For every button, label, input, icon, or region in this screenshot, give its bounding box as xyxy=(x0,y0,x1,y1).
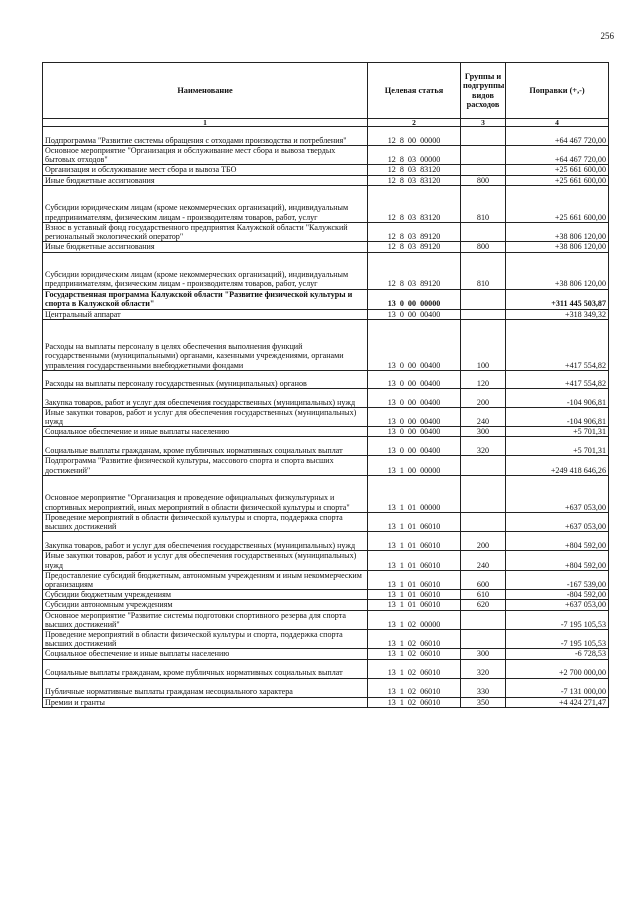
row-amendment-amount: +64 467 720,00 xyxy=(506,146,609,165)
row-target-code: 13 0 00 00400 xyxy=(368,309,461,319)
row-name: Основное мероприятие "Организация и проведение официальных физкультурных и спортивных мероприятий, иных мероприятий в области физической культуры и спорта" xyxy=(43,475,368,512)
column-number: 4 xyxy=(506,119,609,127)
row-name: Субсидии автономным учреждениям xyxy=(43,600,368,610)
row-amendment-amount: +417 554,82 xyxy=(506,319,609,370)
column-number: 3 xyxy=(461,119,506,127)
row-name: Иные закупки товаров, работ и услуг для обеспечения государственных (муниципальных) нужд xyxy=(43,407,368,426)
table-row xyxy=(43,475,609,512)
row-name: Подпрограмма "Развитие системы обращения с отходами производства и потребления" xyxy=(43,127,368,146)
row-expense-group: 800 xyxy=(461,175,506,185)
column-header-name: Наименование xyxy=(43,63,368,119)
row-name: Государственная программа Калужской области "Развитие физической культуры и спорта в Калужской области" xyxy=(43,289,368,309)
row-target-code: 13 1 01 06010 xyxy=(368,570,461,589)
row-expense-group xyxy=(461,127,506,146)
row-name: Публичные нормативные выплаты гражданам несоциального характера xyxy=(43,678,368,697)
row-expense-group: 810 xyxy=(461,252,506,289)
row-target-code: 13 1 02 06010 xyxy=(368,630,461,649)
row-target-code: 13 1 02 06010 xyxy=(368,697,461,707)
row-target-code: 12 8 03 83120 xyxy=(368,165,461,175)
row-name: Предоставление субсидий бюджетным, автономным учреждениям и иным некоммерческим организациям xyxy=(43,570,368,589)
row-target-code: 13 1 02 06010 xyxy=(368,649,461,659)
table-row xyxy=(43,222,609,241)
row-expense-group: 320 xyxy=(461,437,506,456)
row-name: Иные бюджетные ассигнования xyxy=(43,175,368,185)
row-target-code: 12 8 03 89120 xyxy=(368,242,461,252)
row-expense-group xyxy=(461,475,506,512)
row-amendment-amount: +2 700 000,00 xyxy=(506,659,609,678)
table-row xyxy=(43,630,609,649)
row-target-code: 12 8 03 83120 xyxy=(368,175,461,185)
row-expense-group: 320 xyxy=(461,659,506,678)
row-expense-group: 200 xyxy=(461,388,506,407)
table-row xyxy=(43,456,609,475)
table-row xyxy=(43,185,609,222)
table-row xyxy=(43,437,609,456)
row-expense-group xyxy=(461,165,506,175)
table-row xyxy=(43,659,609,678)
row-amendment-amount: +25 661 600,00 xyxy=(506,185,609,222)
row-name: Субсидии юридическим лицам (кроме некоммерческих организаций), индивидуальным предпринимателям, физическим лицам - производителям товаров, работ, услуг xyxy=(43,252,368,289)
table-row xyxy=(43,146,609,165)
row-name: Основное мероприятие "Организация и обслуживание мест сбора и вывоза твердых бытовых отходов" xyxy=(43,146,368,165)
row-target-code: 13 1 02 00000 xyxy=(368,610,461,629)
row-expense-group: 200 xyxy=(461,532,506,551)
table-row xyxy=(43,252,609,289)
table-row xyxy=(43,127,609,146)
row-expense-group: 620 xyxy=(461,600,506,610)
table-row xyxy=(43,678,609,697)
row-expense-group: 300 xyxy=(461,427,506,437)
table-row xyxy=(43,512,609,531)
row-target-code: 12 8 03 83120 xyxy=(368,185,461,222)
row-name: Иные закупки товаров, работ и услуг для обеспечения государственных (муниципальных) нужд xyxy=(43,551,368,570)
row-expense-group xyxy=(461,146,506,165)
row-target-code: 12 8 03 00000 xyxy=(368,146,461,165)
table-row xyxy=(43,570,609,589)
row-target-code: 13 1 01 06010 xyxy=(368,512,461,531)
row-target-code: 13 0 00 00400 xyxy=(368,370,461,388)
row-amendment-amount: +417 554,82 xyxy=(506,370,609,388)
row-amendment-amount: +25 661 600,00 xyxy=(506,175,609,185)
row-amendment-amount: +5 701,31 xyxy=(506,427,609,437)
row-amendment-amount: -7 195 105,53 xyxy=(506,610,609,629)
row-amendment-amount: +637 053,00 xyxy=(506,512,609,531)
row-target-code: 13 1 01 06010 xyxy=(368,590,461,600)
table-row xyxy=(43,649,609,659)
row-name: Закупка товаров, работ и услуг для обеспечения государственных (муниципальных) нужд xyxy=(43,388,368,407)
row-target-code: 13 1 01 06010 xyxy=(368,551,461,570)
table-row xyxy=(43,697,609,707)
column-header-groups: Группы и подгруппы видов расходов xyxy=(461,63,506,119)
page-number: 256 xyxy=(600,31,614,41)
row-target-code: 13 1 02 06010 xyxy=(368,678,461,697)
table-row xyxy=(43,532,609,551)
table-row xyxy=(43,289,609,309)
table-row xyxy=(43,175,609,185)
row-amendment-amount: +637 053,00 xyxy=(506,475,609,512)
row-name: Премии и гранты xyxy=(43,697,368,707)
column-header-target: Целевая статья xyxy=(368,63,461,119)
table-row xyxy=(43,388,609,407)
row-target-code: 13 0 00 00400 xyxy=(368,427,461,437)
row-name: Социальные выплаты гражданам, кроме публичных нормативных социальных выплат xyxy=(43,659,368,678)
row-expense-group: 610 xyxy=(461,590,506,600)
row-target-code: 13 0 00 00400 xyxy=(368,407,461,426)
row-amendment-amount: +5 701,31 xyxy=(506,437,609,456)
row-target-code: 13 1 02 06010 xyxy=(368,659,461,678)
column-number: 1 xyxy=(43,119,368,127)
row-expense-group xyxy=(461,456,506,475)
row-name: Иные бюджетные ассигнования xyxy=(43,242,368,252)
row-target-code: 13 1 01 00000 xyxy=(368,475,461,512)
row-name: Субсидии юридическим лицам (кроме некоммерческих организаций), индивидуальным предпринимателям, физическим лицам - производителям товаров, работ, услуг xyxy=(43,185,368,222)
row-target-code: 12 8 03 89120 xyxy=(368,252,461,289)
row-expense-group: 240 xyxy=(461,407,506,426)
row-expense-group xyxy=(461,512,506,531)
table-row xyxy=(43,309,609,319)
row-amendment-amount: +804 592,00 xyxy=(506,551,609,570)
row-name: Закупка товаров, работ и услуг для обеспечения государственных (муниципальных) нужд xyxy=(43,532,368,551)
row-expense-group xyxy=(461,630,506,649)
row-amendment-amount: +637 053,00 xyxy=(506,600,609,610)
row-target-code: 13 0 00 00400 xyxy=(368,319,461,370)
row-name: Центральный аппарат xyxy=(43,309,368,319)
column-number: 2 xyxy=(368,119,461,127)
row-amendment-amount: -104 906,81 xyxy=(506,388,609,407)
row-name: Социальное обеспечение и иные выплаты населению xyxy=(43,427,368,437)
row-target-code: 13 1 01 06010 xyxy=(368,600,461,610)
row-amendment-amount: -7 131 000,00 xyxy=(506,678,609,697)
table-row xyxy=(43,407,609,426)
row-expense-group: 240 xyxy=(461,551,506,570)
row-name: Социальное обеспечение и иные выплаты населению xyxy=(43,649,368,659)
row-amendment-amount: -167 539,00 xyxy=(506,570,609,589)
table-row xyxy=(43,165,609,175)
row-name: Субсидии бюджетным учреждениям xyxy=(43,590,368,600)
table-row xyxy=(43,427,609,437)
table-row xyxy=(43,610,609,629)
table-body xyxy=(43,127,609,708)
row-target-code: 12 8 00 00000 xyxy=(368,127,461,146)
row-name: Социальные выплаты гражданам, кроме публичных нормативных социальных выплат xyxy=(43,437,368,456)
row-name: Проведение мероприятий в области физической культуры и спорта, поддержка спорта высших достижений xyxy=(43,512,368,531)
row-amendment-amount: +38 806 120,00 xyxy=(506,242,609,252)
table-row xyxy=(43,319,609,370)
row-amendment-amount: -104 906,81 xyxy=(506,407,609,426)
row-target-code: 13 1 00 00000 xyxy=(368,456,461,475)
row-amendment-amount: +64 467 720,00 xyxy=(506,127,609,146)
column-number-row xyxy=(43,119,609,127)
row-expense-group xyxy=(461,222,506,241)
header-row xyxy=(43,63,609,119)
row-name: Подпрограмма "Развитие физической культуры, массового спорта и спорта высших достижений" xyxy=(43,456,368,475)
row-amendment-amount: +318 349,32 xyxy=(506,309,609,319)
row-amendment-amount: -7 195 105,53 xyxy=(506,630,609,649)
row-expense-group: 120 xyxy=(461,370,506,388)
row-target-code: 13 0 00 00000 xyxy=(368,289,461,309)
row-amendment-amount: +38 806 120,00 xyxy=(506,222,609,241)
row-name: Организация и обслуживание мест сбора и вывоза ТБО xyxy=(43,165,368,175)
column-header-amendments: Поправки (+,-) xyxy=(506,63,609,119)
row-target-code: 13 1 01 06010 xyxy=(368,532,461,551)
row-target-code: 13 0 00 00400 xyxy=(368,388,461,407)
row-amendment-amount: -6 728,53 xyxy=(506,649,609,659)
row-expense-group: 350 xyxy=(461,697,506,707)
row-name: Расходы на выплаты персоналу государственных (муниципальных) органов xyxy=(43,370,368,388)
row-expense-group xyxy=(461,289,506,309)
row-expense-group: 810 xyxy=(461,185,506,222)
table-row xyxy=(43,242,609,252)
row-expense-group: 600 xyxy=(461,570,506,589)
budget-amendments-table xyxy=(42,62,609,708)
row-expense-group: 300 xyxy=(461,649,506,659)
row-name: Проведение мероприятий в области физической культуры и спорта, поддержка спорта высших достижений xyxy=(43,630,368,649)
row-amendment-amount: +38 806 120,00 xyxy=(506,252,609,289)
row-amendment-amount: +4 424 271,47 xyxy=(506,697,609,707)
row-name: Основное мероприятие "Развитие системы подготовки спортивного резерва для спорта высших достижений" xyxy=(43,610,368,629)
table-row xyxy=(43,600,609,610)
row-amendment-amount: +804 592,00 xyxy=(506,532,609,551)
row-expense-group xyxy=(461,610,506,629)
row-amendment-amount: -804 592,00 xyxy=(506,590,609,600)
row-target-code: 12 8 03 89120 xyxy=(368,222,461,241)
row-expense-group xyxy=(461,309,506,319)
table-row xyxy=(43,370,609,388)
row-name: Взнос в уставный фонд государственного предприятия Калужской области "Калужский региональный экологический оператор" xyxy=(43,222,368,241)
row-amendment-amount: +25 661 600,00 xyxy=(506,165,609,175)
table-row xyxy=(43,551,609,570)
row-amendment-amount: +311 445 503,87 xyxy=(506,289,609,309)
row-expense-group: 800 xyxy=(461,242,506,252)
row-amendment-amount: +249 418 646,26 xyxy=(506,456,609,475)
row-name: Расходы на выплаты персоналу в целях обеспечения выполнения функций государственными (муниципальными) органами, казенными учреждениями, органами управления государственными внебюджетными фондами xyxy=(43,319,368,370)
row-target-code: 13 0 00 00400 xyxy=(368,437,461,456)
table-row xyxy=(43,590,609,600)
row-expense-group: 330 xyxy=(461,678,506,697)
row-expense-group: 100 xyxy=(461,319,506,370)
